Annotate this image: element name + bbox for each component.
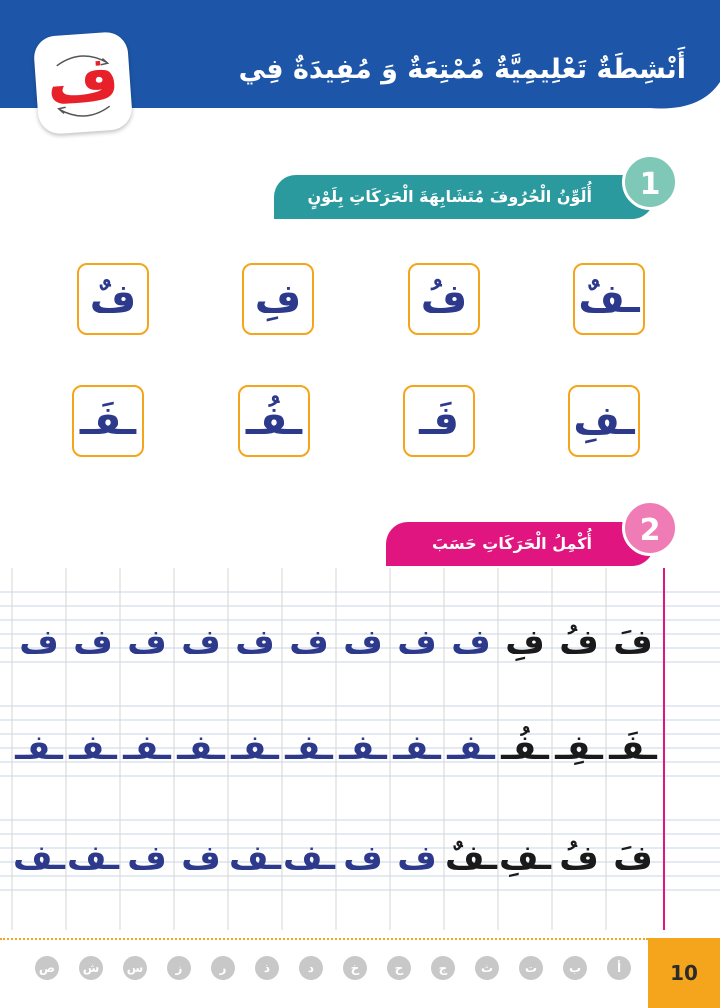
practice-letter[interactable]: ف [343, 838, 383, 878]
alphabet-circle: ز [167, 956, 191, 980]
box-letter: فٌ [89, 276, 137, 322]
alphabet-circle: ب [563, 956, 587, 980]
practice-letter[interactable]: ـفـ [231, 728, 279, 768]
practice-letter[interactable]: ـفـ [15, 728, 63, 768]
practice-row [0, 828, 660, 888]
practice-letter[interactable]: ف [19, 622, 59, 662]
example-letter: ـفٌ [444, 838, 498, 878]
page-title: أَنْشِطَةٌ تَعْلِيمِيَّةٌ مُمْتِعَةٌ وَ مُفِيدَةٌ فِي الْبَيْتِ [238, 54, 686, 145]
example-letter: فَ [613, 622, 653, 662]
alphabet-circle: أ [607, 956, 631, 980]
practice-letter[interactable]: ـف [66, 838, 120, 878]
alphabet-circle: ج [431, 956, 455, 980]
letter-box[interactable] [72, 385, 144, 457]
section2-number: 2 [622, 500, 678, 556]
example-letter: فَ [613, 838, 653, 878]
practice-letter[interactable]: ف [343, 622, 383, 662]
practice-letter[interactable]: ف [451, 622, 491, 662]
footer-divider [0, 938, 648, 940]
practice-letter[interactable]: ـفـ [69, 728, 117, 768]
letter-box[interactable] [403, 385, 475, 457]
practice-letter[interactable]: ـف [282, 838, 336, 878]
page-number: 10 [648, 938, 720, 1008]
letter-box[interactable] [573, 263, 645, 335]
practice-letter[interactable]: ـفـ [123, 728, 171, 768]
practice-letter[interactable]: ف [181, 838, 221, 878]
alphabet-circle: ذ [255, 956, 279, 980]
alphabet-circle: ث [475, 956, 499, 980]
badge-letter: ف [44, 40, 122, 119]
example-letter: ـفُـ [501, 728, 549, 768]
practice-letter[interactable]: ـفـ [177, 728, 225, 768]
alphabet-circle: ص [35, 956, 59, 980]
alphabet-circle: ح [387, 956, 411, 980]
box-letter: ـفَـ [79, 398, 137, 444]
letter-box[interactable] [242, 263, 314, 335]
box-letter: فِ [254, 276, 302, 322]
box-letter: فَـ [419, 398, 459, 444]
practice-letter[interactable]: ـف [228, 838, 282, 878]
alphabet-circle: ش [79, 956, 103, 980]
section2-instruction: أُكْمِلُ الْحَرَكَاتِ حَسَبَ الْمِثَالِ [386, 522, 654, 566]
example-letter: ـفِ [498, 838, 552, 878]
box-letter: ـفٌ [578, 276, 640, 322]
practice-letter[interactable]: ف [397, 838, 437, 878]
practice-letter[interactable]: ف [181, 622, 221, 662]
box-letter: ـفِ [573, 398, 635, 444]
alphabet-circle: ت [519, 956, 543, 980]
practice-letter[interactable]: ف [127, 622, 167, 662]
example-letter: فُ [559, 622, 599, 662]
letter-box[interactable] [77, 263, 149, 335]
practice-letter[interactable]: ف [397, 622, 437, 662]
box-letter: فُ [420, 276, 468, 322]
practice-row [0, 718, 660, 778]
alphabet-circle: خ [343, 956, 367, 980]
practice-letter[interactable]: ف [235, 622, 275, 662]
example-letter: ـفَـ [609, 728, 657, 768]
section1-number: 1 [622, 154, 678, 210]
practice-row [0, 612, 660, 672]
alphabet-circle: د [299, 956, 323, 980]
practice-letter[interactable]: ـف [12, 838, 66, 878]
practice-letter[interactable]: ف [289, 622, 329, 662]
practice-letter[interactable]: ف [127, 838, 167, 878]
example-letter: فِ [505, 622, 545, 662]
practice-letter[interactable]: ـفـ [285, 728, 333, 768]
box-letter: ـفُـ [245, 398, 303, 444]
section1-instruction: أُلَوِّنُ الْحُرُوفَ مُتَشَابِهَةَ الْحَرَكَاتِ بِلَوْنٍ وَاحِدٍ [274, 175, 654, 219]
practice-letter[interactable]: ف [73, 622, 113, 662]
letter-box[interactable] [408, 263, 480, 335]
practice-letter[interactable]: ـفـ [393, 728, 441, 768]
letter-box[interactable] [238, 385, 310, 457]
example-letter: فُ [559, 838, 599, 878]
letter-badge [33, 31, 134, 135]
example-letter: ـفِـ [555, 728, 603, 768]
practice-letter[interactable]: ـفـ [339, 728, 387, 768]
alphabet-circle: ر [211, 956, 235, 980]
alphabet-circle: س [123, 956, 147, 980]
practice-letter[interactable]: ـفـ [447, 728, 495, 768]
letter-box[interactable] [568, 385, 640, 457]
